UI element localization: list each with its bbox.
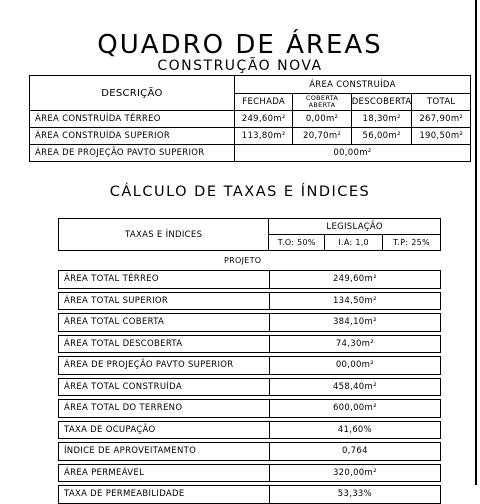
limit-tp: T.P: 25% — [383, 235, 441, 251]
row-label: ÁREA TOTAL SUPERIOR — [59, 292, 270, 310]
col-header-coberta-aberta: COBERTA ABERTA — [293, 94, 351, 111]
row-value: 600,00m² — [269, 400, 440, 418]
taxas-header-table — [58, 218, 441, 251]
row-label: ÁREA DE PROJEÇÃO PAVTO SUPERIOR — [30, 145, 235, 162]
table-row — [59, 421, 441, 439]
limit-ia: I.A: 1,0 — [325, 235, 383, 251]
row-value: 384,10m² — [269, 314, 440, 332]
row-label: ÁREA TOTAL DESCOBERTA — [59, 335, 270, 353]
table-row — [30, 128, 471, 145]
descricao-header: DESCRIÇÃO — [30, 76, 235, 111]
cell-value: 56,00m² — [351, 128, 412, 145]
row-value: 74,30m² — [269, 335, 440, 353]
cell-value: 267,90m² — [412, 111, 471, 128]
row-label: ÁREA TOTAL DO TERRENO — [59, 400, 270, 418]
table-row — [59, 378, 441, 396]
cell-value: 249,60m² — [234, 111, 292, 128]
row-label: ÁREA PERMEÁVEL — [59, 464, 270, 482]
row-label: TAXA DE PERMEABILIDADE — [59, 486, 270, 504]
table-row — [59, 335, 441, 353]
row-value: 53,33% — [269, 486, 440, 504]
project-table — [58, 270, 441, 504]
table-row — [59, 400, 441, 418]
row-label: TAXA DE OCUPAÇÃO — [59, 421, 270, 439]
page-subtitle: CONSTRUÇÃO NOVA — [157, 58, 323, 74]
table-row — [59, 464, 441, 482]
row-value: 00,00m² — [269, 357, 440, 375]
cell-value: 20,70m² — [293, 128, 351, 145]
table-row — [59, 486, 441, 504]
row-label: ÁREA CONSTRUÍDA SUPERIOR — [30, 128, 235, 145]
table-row — [59, 271, 441, 289]
table-row — [59, 443, 441, 461]
table-row — [59, 314, 441, 332]
row-value: 320,00m² — [269, 464, 440, 482]
row-value: 41,60% — [269, 421, 440, 439]
row-label: ÁREA TOTAL TÉRREO — [59, 271, 270, 289]
page-title: QUADRO DE ÁREAS — [97, 30, 383, 60]
table-row — [59, 357, 441, 375]
row-label: ÍNDICE DE APROVEITAMENTO — [59, 443, 270, 461]
row-value: 134,50m² — [269, 292, 440, 310]
projeto-label: PROJETO — [224, 256, 262, 265]
cell-value: 18,30m² — [351, 111, 412, 128]
row-label: ÁREA CONSTRUÍDA TÉRREO — [30, 111, 235, 128]
section-title: CÁLCULO DE TAXAS E ÍNDICES — [109, 184, 371, 200]
row-value: 0,764 — [269, 443, 440, 461]
cell-value: 00,00m² — [234, 145, 470, 162]
row-label: ÁREA TOTAL CONSTRUÍDA — [59, 378, 270, 396]
row-label: ÁREA TOTAL COBERTA — [59, 314, 270, 332]
table-row — [30, 111, 471, 128]
row-value: 249,60m² — [269, 271, 440, 289]
col-header-fechada: FECHADA — [234, 94, 292, 111]
limit-to: T.O: 50% — [269, 235, 325, 251]
row-value: 458,40m² — [269, 378, 440, 396]
col-header-descoberta: DESCOBERTA — [351, 94, 412, 111]
legislacao-header: LEGISLAÇÃO — [269, 219, 441, 235]
areas-table — [29, 75, 471, 162]
table-row — [30, 145, 471, 162]
cell-value: 190,50m² — [412, 128, 471, 145]
col-header-total: TOTAL — [412, 94, 471, 111]
row-label: ÁREA DE PROJEÇÃO PAVTO SUPERIOR — [59, 357, 270, 375]
cell-value: 0,00m² — [293, 111, 351, 128]
taxas-header: TAXAS E ÍNDICES — [59, 219, 269, 251]
table-row — [59, 292, 441, 310]
area-construida-header: ÁREA CONSTRUÍDA — [234, 76, 470, 94]
cell-value: 113,80m² — [234, 128, 292, 145]
